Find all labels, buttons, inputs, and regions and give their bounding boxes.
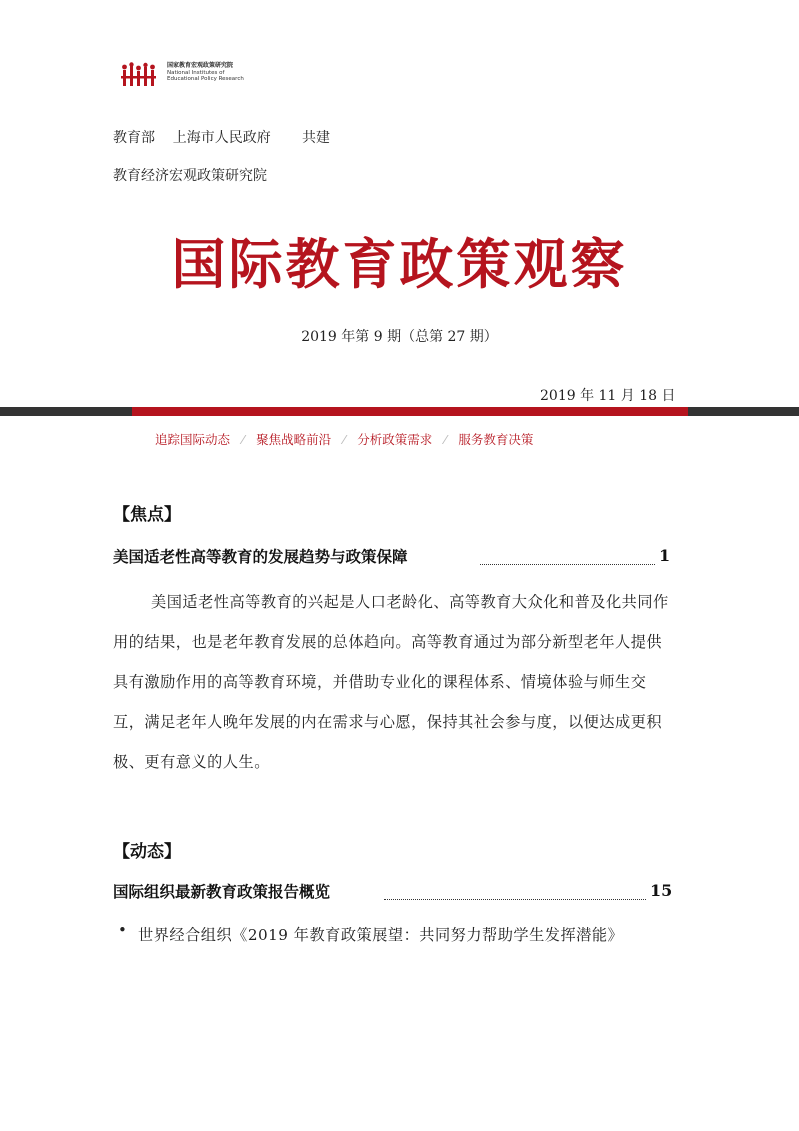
- logo-name-cn: 国家教育宏观政策研究院: [167, 62, 234, 69]
- logo-name-en-2: Educational Policy Research: [167, 76, 244, 83]
- article-summary: 美国适老性高等教育的兴起是人口老龄化、高等教育大众化和普及化共同作用的结果，也是老年教育发展的总体趋向。高等教育通过为部分新型老年人提供具有激励作用的高等教育环境，并借助专业化的课程体系、情境体验与师生交互，满足老年人晚年发展的内在需求与心愿，保持其社会参与度，以便达成更积极、更有意义的人生。: [113, 593, 669, 771]
- issue-date: 2019 年 11 月 18 日: [540, 388, 676, 404]
- logo-name-en-1: National Institutes of: [167, 70, 225, 77]
- bullet-icon: •: [118, 921, 127, 939]
- section-heading-news: 【动态】: [113, 842, 181, 862]
- slogan-2: 聚焦战略前沿: [256, 432, 332, 447]
- toc-page-number: 1: [659, 546, 671, 565]
- toc-entry-title[interactable]: 国际组织最新教育政策报告概览: [113, 883, 331, 901]
- slogan-separator: ⁄: [242, 432, 245, 447]
- issue-number: 2019 年第 9 期（总第 27 期）: [301, 329, 498, 345]
- slogan-separator: ⁄: [444, 432, 447, 447]
- header-rule-center: [132, 407, 688, 416]
- header-rule-left: [0, 407, 132, 416]
- header-rule-right: [688, 407, 799, 416]
- toc-leader-dots: [480, 564, 655, 565]
- toc-leader-dots: [384, 899, 646, 900]
- organization-name: 教育经济宏观政策研究院: [113, 168, 267, 184]
- slogan-separator: ⁄: [343, 432, 346, 447]
- logo-wordmark: [167, 63, 244, 83]
- toc-page-number: 15: [650, 881, 673, 900]
- slogan-3: 分析政策需求: [357, 432, 433, 447]
- list-item: 世界经合组织《2019 年教育政策展望：共同努力帮助学生发挥潜能》: [138, 926, 624, 944]
- co-builders-line: 教育部 上海市人民政府 共建: [113, 130, 330, 146]
- slogan-1: 追踪国际动态: [155, 432, 231, 447]
- institute-logo-icon: [121, 62, 157, 88]
- section-heading-focus: 【焦点】: [113, 505, 181, 525]
- slogan-bar: [155, 430, 533, 448]
- publication-title: 国际教育政策观察: [171, 232, 628, 296]
- toc-entry-title[interactable]: 美国适老性高等教育的发展趋势与政策保障: [113, 548, 408, 566]
- slogan-4: 服务教育决策: [458, 432, 534, 447]
